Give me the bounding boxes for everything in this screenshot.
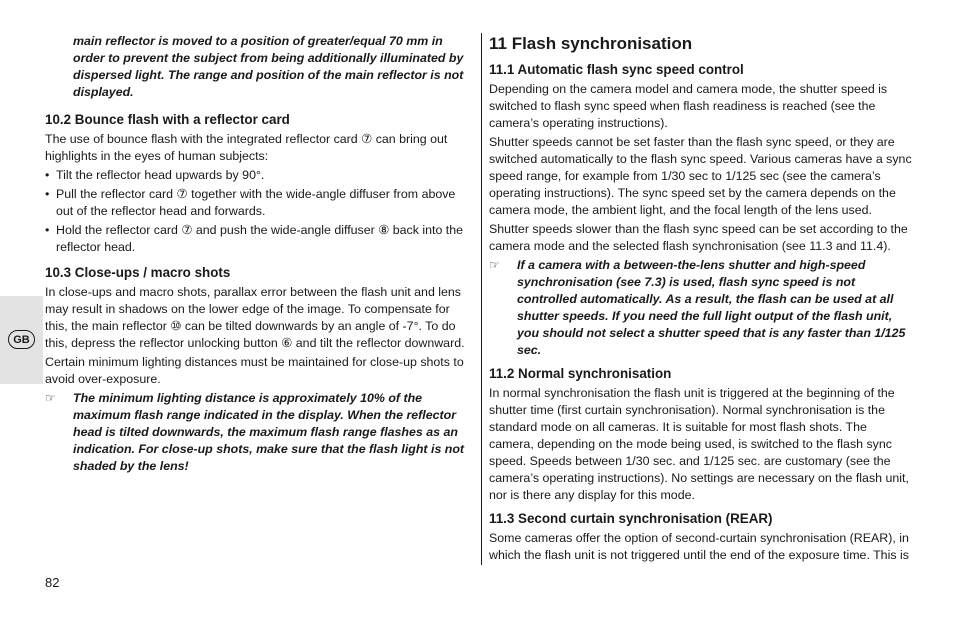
list-item: • Tilt the reflector head upwards by 90°. (45, 168, 265, 182)
right-column (489, 33, 913, 566)
chapter-11-heading: 11 Flash synchronisation (489, 34, 693, 53)
note (489, 257, 913, 359)
note-text: If a camera with a between-the-lens shutter and high-speed synchronisation (see 7.3) is used, flash sync speed is not controlled automatically. As a result, the flash can be used at all shutter speeds. If you need the full light output of the flash unit, you should not select a shutter speed that is any faster than 1/125 sec. (517, 258, 906, 357)
bullet-icon: • (45, 223, 50, 237)
page-number: 82 (45, 575, 60, 590)
pointing-hand-icon: ☞ (45, 391, 56, 405)
list-item: • Hold the reflector card ⑦ and push the wide-angle diffuser ⑧ back into the reflector head. (45, 223, 464, 254)
section-11-3-heading: 11.3 Second curtain synchronisation (REAR) (489, 511, 773, 526)
pointing-hand-icon: ☞ (489, 258, 500, 272)
left-column (45, 33, 475, 477)
section-10-2-heading: 10.2 Bounce flash with a reflector card (45, 112, 290, 127)
note-text: The minimum lighting distance is approximately 10% of the maximum flash range indicated in the display. When the reflector head is tilted downwards, the maximum flash range flashes as an indication. For close-up shots, make sure that the flash light is not shaded by the lens! (73, 391, 465, 473)
section-11-2-text: In normal synchronisation the flash unit is triggered at the beginning of the shutter time (first curtain synchronisation). Normal synchronisation is the standard mode on all cameras. It is suitable for most flash shots. The camera, depending on the mode being used, is switched to the flash sync speed. Speeds between 1/30 sec. and 1/125 sec. are customary (see the camera’s operating instructions). No settings are necessary on the flash unit, nor is there any display for this mode. (489, 386, 909, 502)
section-10-2-text: The use of bounce flash with the integrated reflector card ⑦ can bring out highlights in the eyes of human subjects: (45, 132, 448, 163)
section-11-3-text: Some cameras offer the option of second-curtain synchronisation (REAR), in which the flash unit is not triggered until the end of the exposure time. This is (489, 531, 909, 562)
section-11-2-heading: 11.2 Normal synchronisation (489, 366, 672, 381)
section-10-3-text-2: Certain minimum lighting distances must be maintained for close-up shots to avoid over-exposure. (45, 355, 464, 386)
column-divider (481, 33, 482, 565)
section-11-1-text-3: Shutter speeds slower than the flash sync speed can be set according to the camera mode and the selected flash synchronisation (see 11.3 and 11.4). (489, 222, 908, 253)
section-10-3-text: In close-ups and macro shots, parallax error between the flash unit and lens may result in shadows on the lower edge of the image. To compensate for this, the main reflector ⑩ can be tilted downwards by an angle of -7°. To do this, depress the reflector unlocking button ⑥ and tilt the reflector downward. (45, 285, 465, 350)
bullet-icon: • (45, 187, 50, 201)
language-badge: GB (8, 330, 35, 349)
list-item: • Pull the reflector card ⑦ together with the wide-angle diffuser from above out of the reflector head and forwards. (45, 187, 456, 218)
section-10-3-heading: 10.3 Close-ups / macro shots (45, 265, 231, 280)
section-11-1-heading: 11.1 Automatic flash sync speed control (489, 62, 744, 77)
note (45, 390, 475, 475)
section-11-1-text-2: Shutter speeds cannot be set faster than the flash sync speed, or they are switched automatically to the flash sync speed. Various cameras have a sync speed range, for example from 1/30 sec to 1/125 sec (see the camera’s operating instructions). The sync speed set by the camera depends on the camera mode, the ambient light, and the focal length of the lens used. (489, 135, 912, 217)
bullet-icon: • (45, 168, 50, 182)
intro-note: main reflector is moved to a position of greater/equal 70 mm in order to prevent the subject from being additionally illuminated by dispersed light. The range and position of the main reflector is not displayed. (73, 34, 464, 99)
section-11-1-text: Depending on the camera model and camera mode, the shutter speed is switched to flash sync speed when flash readiness is reached (see the camera’s operating instructions). (489, 82, 888, 130)
